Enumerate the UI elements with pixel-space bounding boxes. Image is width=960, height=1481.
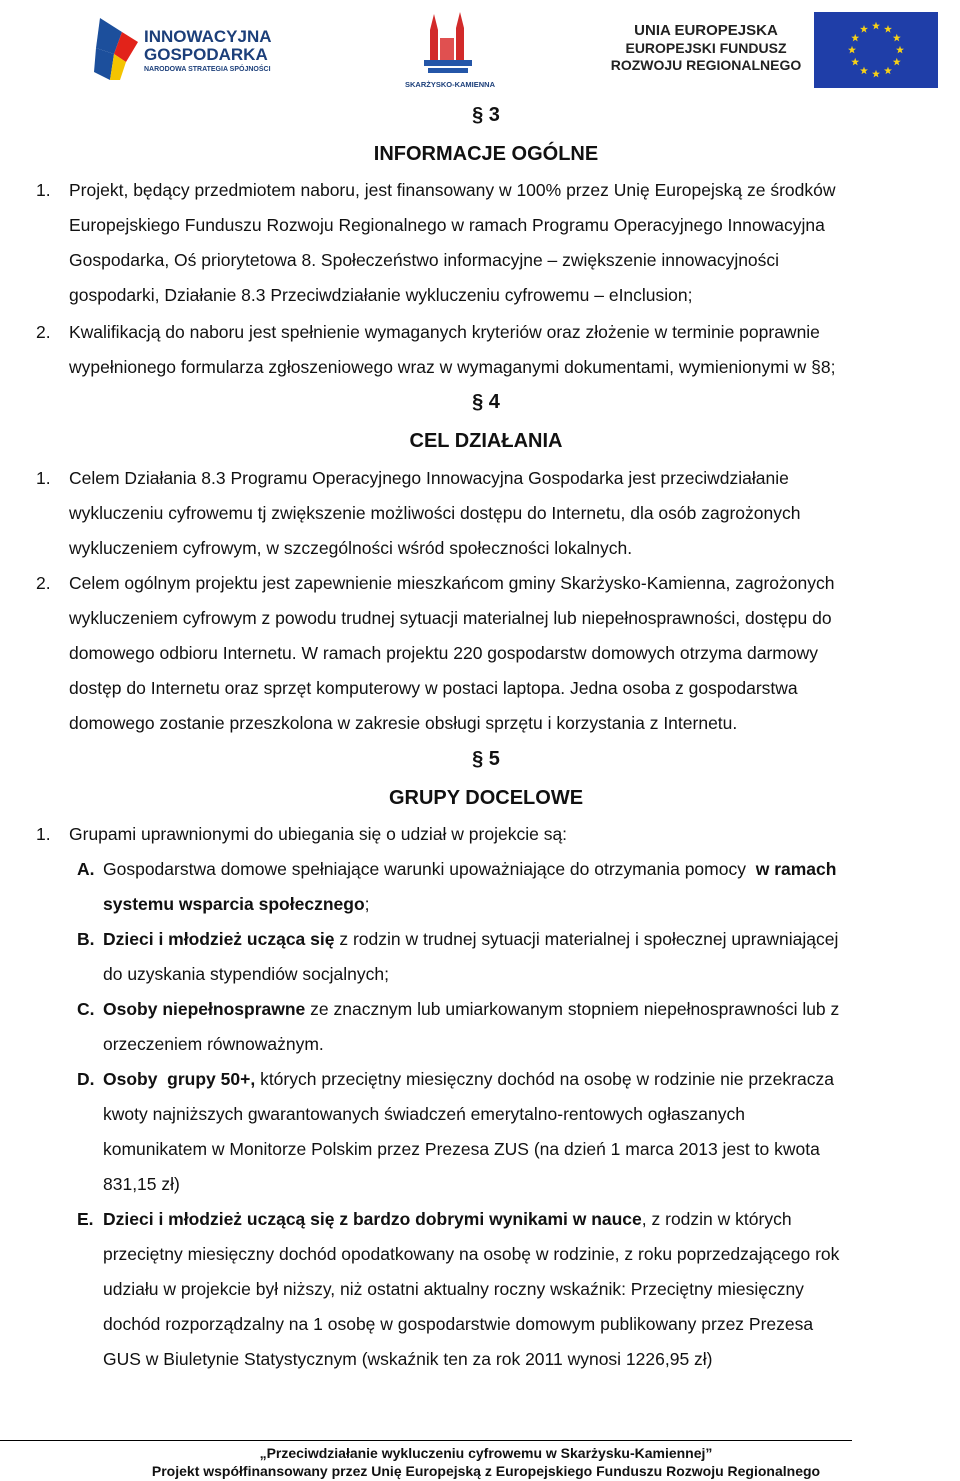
s4-item2-num: 2. [36,573,51,593]
s3-item1-line: Projekt, będący przedmiotem naboru, jest finansowany w 100% przez Unię Europejską ze środków [69,180,836,200]
group-plain-text: dochód rozporządzalny na 1 osobę w gospodarstwie domowym publikowany przez Prezesa [103,1314,814,1334]
group-letter: E. [77,1209,94,1229]
group-bold-text: Dzieci i młodzież uczącą się z bardzo dobrymi wynikami w nauce [103,1209,642,1229]
section3-title: INFORMACJE OGÓLNE [373,143,599,165]
group-bold-text: Osoby grupy 50+, [103,1069,256,1089]
group-plain-text: kwoty najniższych gwarantowanych świadczeń emerytalno-rentowych ogłaszanych [103,1104,745,1124]
group-text [103,1202,953,1377]
group-plain-text: 831,15 zł) [103,1174,180,1194]
s3-item2-num: 2. [36,322,51,342]
group-bold-text: w ramach [755,859,837,879]
group-plain-text: udziału w projekcie był niższy, niż ostatni aktualny roczny wskaźnik: Przeciętny miesięczny [103,1279,804,1299]
group-line [103,1062,953,1097]
s3-item1-line: Europejskiego Funduszu Rozwoju Regionalnego w ramach Programu Operacyjnego Innowacyjna [69,215,825,235]
group-plain-text: , z rodzin w których [641,1209,792,1229]
group-line [103,1027,953,1062]
group-plain-text: do uzyskania stypendiów socjalnych; [103,964,389,984]
eu-flag-icon [814,12,938,88]
group-line [103,887,953,922]
s5-intro: Grupami uprawnionymi do ubiegania się o udział w projekcie są: [69,824,568,844]
group-text [103,922,953,992]
group-line [103,992,953,1027]
s3-item2-line: wypełnionego formularza zgłoszeniowego wraz w wymaganymi dokumentami, wymienionymi w §8; [69,357,836,377]
s3-item1-line: gospodarki, Działanie 8.3 Przeciwdziałanie wykluczeniu cyfrowemu – eInclusion; [69,285,693,305]
s4-item1-num: 1. [36,468,51,488]
group-line [103,852,953,887]
ig-line2: GOSPODARKA [144,45,268,64]
skarzysko-kamienna-logo [400,8,500,100]
group-line [103,1342,953,1377]
group-text [103,992,953,1062]
s4-item1-line: wykluczeniem cyfrowym, w szczególności wśród społeczności lokalnych. [69,538,633,558]
group-line [103,957,953,992]
s4-item2-line: domowego odbioru Internetu. W ramach projektu 220 gospodarstw domowych otrzyma darmowy [69,643,818,663]
group-line [103,1097,953,1132]
group-line [103,1132,953,1167]
s3-item2-line: Kwalifikacją do naboru jest spełnienie wymaganych kryteriów oraz złożenie w terminie poprawnie [69,322,820,342]
group-bold-text: systemu wsparcia społecznego [103,894,365,914]
group-line [103,1167,953,1202]
section3-number: § 3 [472,104,500,126]
footer-divider [0,1440,852,1441]
s4-item1 [69,461,949,566]
group-letter: A. [77,859,95,879]
group-text [103,1062,953,1202]
group-text [103,852,953,922]
group-line [103,1237,953,1272]
section5-number: § 5 [472,748,500,770]
group-line [103,1272,953,1307]
innowacyjna-gospodarka-logo [92,14,282,84]
s4-item1-line: wykluczeniu cyfrowemu tj zwiększenie możliwości dostępu do Internetu, dla osób zagrożonych [69,503,801,523]
group-plain-text: przeciętny miesięczny dochód opodatkowany na osobę w rodzinie, z roku poprzedzającego rok [103,1244,840,1264]
group-letter: B. [77,929,95,949]
group-letter: C. [77,999,95,1019]
ig-line1: INNOWACYJNA [144,27,272,46]
eu-line3: ROZWOJU REGIONALNEGO [610,57,802,73]
s4-item2-line: dostęp do Internetu oraz sprzęt komputerowy w postaci laptopa. Jedna osoba z gospodarstwa [69,678,798,698]
group-plain-text: komunikatem w Monitorze Polskim przez Prezesa ZUS (na dzień 1 marca 2013 jest to kwota [103,1139,820,1159]
s4-item1-line: Celem Działania 8.3 Programu Operacyjnego Innowacyjna Gospodarka jest przeciwdziałanie [69,468,789,488]
s3-item1-line: Gospodarka, Oś priorytetowa 8. Społeczeństwo informacyjne – zwiększenie innowacyjności [69,250,780,270]
eu-logo [606,12,946,88]
group-plain-text: Gospodarstwa domowe spełniające warunki upoważniające do otrzymania pomocy [103,859,756,879]
s3-item1 [69,173,949,313]
group-line [103,1307,953,1342]
footer-project-title: „Przeciwdziałanie wykluczeniu cyfrowemu w Skarżysku-Kamiennej” [259,1445,713,1461]
group-plain-text: orzeczeniem równoważnym. [103,1034,324,1054]
ig-star-icon [92,14,142,84]
group-line [103,922,953,957]
s5-intro-num: 1. [36,824,51,844]
s4-item2-line: domowego zostanie przeszkolona w zakresie obsługi sprzętu i korzystania z Internetu. [69,713,738,733]
group-bold-text: Dzieci i młodzież ucząca się [103,929,335,949]
s3-item1-num: 1. [36,180,51,200]
group-plain-text: ; [364,894,370,914]
s4-item2 [69,566,949,741]
s4-item2-line: Celem ogólnym projektu jest zapewnienie mieszkańcom gminy Skarżysko-Kamienna, zagrożonych [69,573,835,593]
footer-cofinancing: Projekt współfinansowany przez Unię Europejską z Europejskiego Funduszu Rozwoju Regionalnego [151,1463,821,1479]
group-plain-text: z rodzin w trudnej sytuacji materialnej i społecznej uprawniającej [334,929,839,949]
s4-item2-line: wykluczeniem cyfrowym z powodu trudnej sytuacji materialnej lub niepełnosprawności, dostępu do [69,608,832,628]
group-bold-text: Osoby niepełnosprawne [103,999,306,1019]
ig-line3: NARODOWA STRATEGIA SPÓJNOŚCI [144,66,271,73]
section5-title: GRUPY DOCELOWE [388,787,584,809]
eu-line1: UNIA EUROPEJSKA [634,22,778,39]
group-plain-text: GUS w Biuletynie Statystycznym (wskaźnik ten za rok 2011 wynosi 1226,95 zł) [103,1349,713,1369]
s3-item2 [69,315,949,385]
city-towers-icon [400,8,500,80]
group-line [103,1202,953,1237]
city-name: SKARŻYSKO-KAMIENNA [405,80,495,89]
group-letter: D. [77,1069,95,1089]
eu-line2: EUROPEJSKI FUNDUSZ [625,40,787,56]
group-plain-text: których przeciętny miesięczny dochód na osobę w rodzinie nie przekracza [255,1069,834,1089]
group-plain-text: ze znacznym lub umiarkowanym stopniem niepełnosprawności lub z [305,999,840,1019]
section4-number: § 4 [472,391,500,413]
section4-title: CEL DZIAŁANIA [409,430,563,452]
